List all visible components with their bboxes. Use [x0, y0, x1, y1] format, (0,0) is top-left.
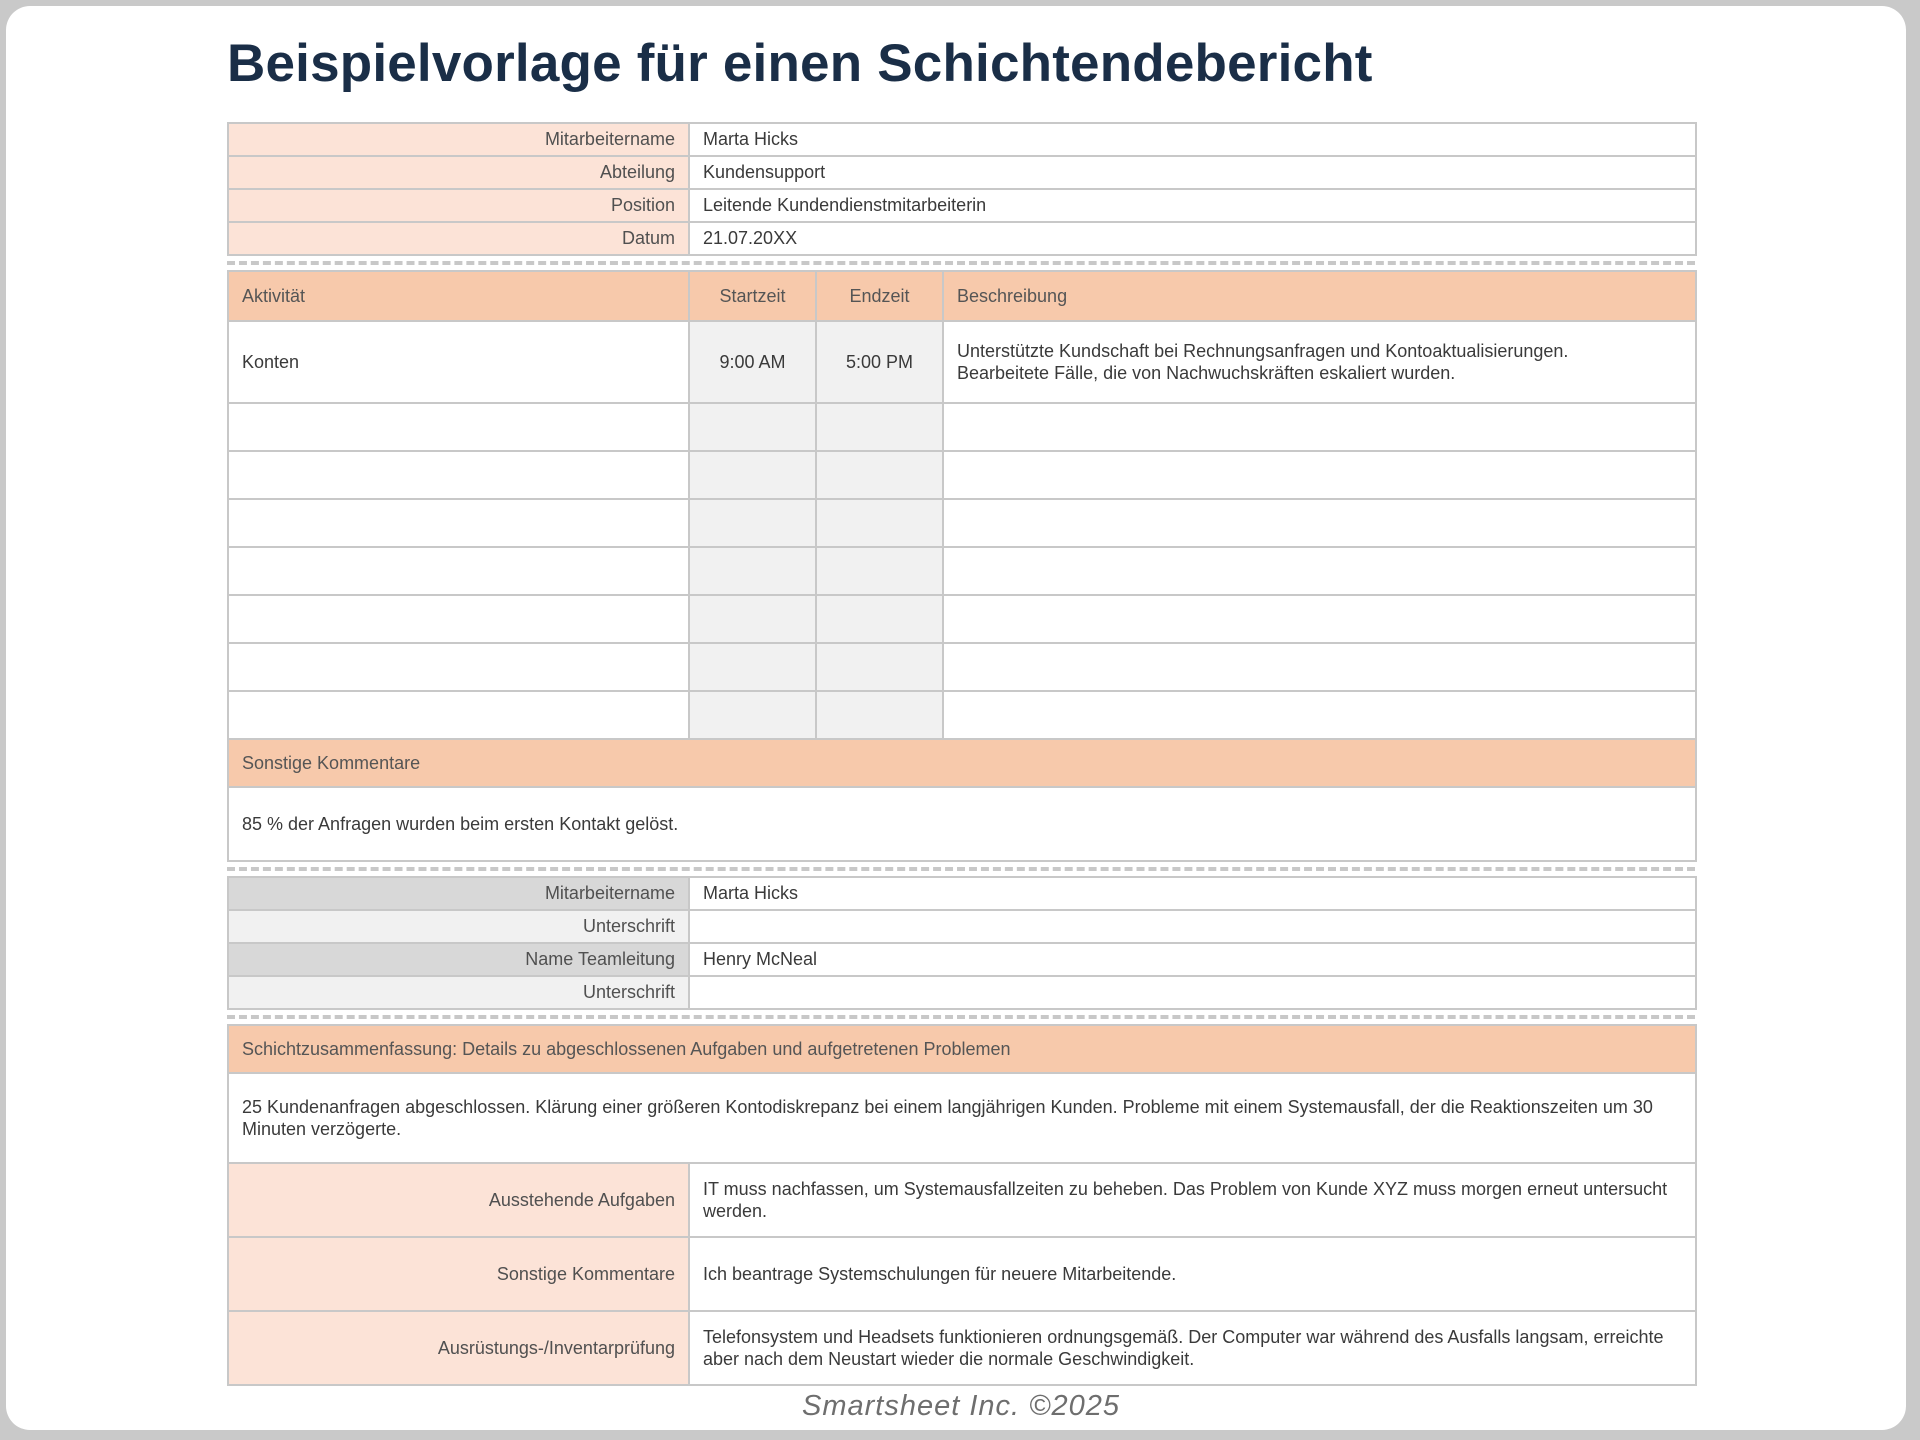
comments-text[interactable]: 85 % der Anfragen wurden beim ersten Kontakt gelöst.	[228, 787, 1696, 861]
start-time-cell[interactable]: 9:00 AM	[689, 321, 816, 403]
team-lead-signature-field[interactable]	[689, 976, 1696, 1009]
position-value[interactable]: Leitende Kundendienstmitarbeiterin	[689, 189, 1696, 222]
end-time-cell[interactable]: 5:00 PM	[816, 321, 943, 403]
table-row	[228, 123, 1696, 156]
start-time-cell[interactable]	[689, 547, 816, 595]
table-row	[228, 189, 1696, 222]
comments-heading: Sonstige Kommentare	[228, 739, 1696, 787]
description-cell[interactable]	[943, 499, 1696, 547]
activity-header-row	[228, 271, 1696, 321]
team-lead-name-value[interactable]: Henry McNeal	[689, 943, 1696, 976]
date-value[interactable]: 21.07.20XX	[689, 222, 1696, 255]
description-cell[interactable]	[943, 691, 1696, 739]
description-column-header: Beschreibung	[943, 271, 1696, 321]
dashed-divider	[227, 1010, 1695, 1024]
sign-employee-name-label: Mitarbeitername	[228, 877, 689, 910]
employee-signature-field[interactable]	[689, 910, 1696, 943]
start-time-cell[interactable]	[689, 691, 816, 739]
start-time-cell[interactable]	[689, 403, 816, 451]
comments-header-row	[228, 739, 1696, 787]
table-row	[228, 910, 1696, 943]
description-line: Bearbeitete Fälle, die von Nachwuchskräften eskaliert wurden.	[957, 363, 1456, 383]
document	[227, 6, 1695, 1423]
summary-body-row	[228, 1073, 1696, 1163]
activity-cell[interactable]	[228, 451, 689, 499]
date-label: Datum	[228, 222, 689, 255]
start-time-cell[interactable]	[689, 643, 816, 691]
end-time-cell[interactable]	[816, 451, 943, 499]
employee-name-value[interactable]: Marta Hicks	[689, 123, 1696, 156]
table-row	[228, 877, 1696, 910]
table-row	[228, 156, 1696, 189]
description-cell[interactable]	[943, 321, 1696, 403]
start-time-cell[interactable]	[689, 451, 816, 499]
position-label: Position	[228, 189, 689, 222]
department-label: Abteilung	[228, 156, 689, 189]
other-comments-value[interactable]: Ich beantrage Systemschulungen für neuere Mitarbeitende.	[689, 1237, 1696, 1311]
comments-body-row	[228, 787, 1696, 861]
description-cell[interactable]	[943, 451, 1696, 499]
summary-text[interactable]: 25 Kundenanfragen abgeschlossen. Klärung einer größeren Kontodiskrepanz bei einem langjährigen Kunden. Probleme mit einem Systemausfall, der die Reaktionszeiten um 30 Minuten verzögerte.	[228, 1073, 1696, 1163]
description-cell[interactable]	[943, 547, 1696, 595]
table-row	[228, 1163, 1696, 1237]
description-cell[interactable]	[943, 595, 1696, 643]
end-time-cell[interactable]	[816, 595, 943, 643]
table-row	[228, 1237, 1696, 1311]
table-row	[228, 499, 1696, 547]
activity-cell[interactable]	[228, 595, 689, 643]
summary-header-row	[228, 1025, 1696, 1073]
summary-heading: Schichtzusammenfassung: Details zu abgeschlossenen Aufgaben und aufgetretenen Problemen	[228, 1025, 1696, 1073]
table-row	[228, 943, 1696, 976]
employee-info-table	[227, 122, 1697, 256]
activity-cell[interactable]	[228, 547, 689, 595]
start-time-cell[interactable]	[689, 499, 816, 547]
table-row	[228, 691, 1696, 739]
team-lead-signature-label: Unterschrift	[228, 976, 689, 1009]
employee-signature-label: Unterschrift	[228, 910, 689, 943]
end-time-cell[interactable]	[816, 691, 943, 739]
end-time-column-header: Endzeit	[816, 271, 943, 321]
activity-table	[227, 270, 1697, 862]
table-row	[228, 451, 1696, 499]
activity-cell[interactable]	[228, 691, 689, 739]
footer-copyright: Smartsheet Inc. ©2025	[801, 1390, 1121, 1422]
table-row	[228, 403, 1696, 451]
description-line: Unterstützte Kundschaft bei Rechnungsanfragen und Kontoaktualisierungen.	[957, 341, 1569, 361]
page-title: Beispielvorlage für einen Schichtendebericht	[227, 34, 1373, 93]
table-row	[228, 976, 1696, 1009]
end-time-cell[interactable]	[816, 403, 943, 451]
employee-name-label: Mitarbeitername	[228, 123, 689, 156]
pending-tasks-label: Ausstehende Aufgaben	[228, 1163, 689, 1237]
table-row	[228, 1311, 1696, 1385]
activity-cell[interactable]: Konten	[228, 321, 689, 403]
equipment-check-label: Ausrüstungs-/Inventarprüfung	[228, 1311, 689, 1385]
team-lead-name-label: Name Teamleitung	[228, 943, 689, 976]
page-frame	[6, 6, 1906, 1430]
activity-cell[interactable]	[228, 403, 689, 451]
activity-column-header: Aktivität	[228, 271, 689, 321]
table-row	[228, 222, 1696, 255]
start-time-cell[interactable]	[689, 595, 816, 643]
table-row	[228, 643, 1696, 691]
end-time-cell[interactable]	[816, 643, 943, 691]
end-time-cell[interactable]	[816, 547, 943, 595]
pending-tasks-value[interactable]: IT muss nachfassen, um Systemausfallzeiten zu beheben. Das Problem von Kunde XYZ muss morgen erneut untersucht werden.	[689, 1163, 1696, 1237]
activity-cell[interactable]	[228, 499, 689, 547]
start-time-column-header: Startzeit	[689, 271, 816, 321]
department-value[interactable]: Kundensupport	[689, 156, 1696, 189]
equipment-check-value[interactable]: Telefonsystem und Headsets funktionieren ordnungsgemäß. Der Computer war während des Ausfalls langsam, erreichte aber nach dem Neustart wieder die normale Geschwindigkeit.	[689, 1311, 1696, 1385]
shift-summary-table	[227, 1024, 1697, 1386]
dashed-divider	[227, 862, 1695, 876]
description-cell[interactable]	[943, 643, 1696, 691]
dashed-divider	[227, 256, 1695, 270]
table-row	[228, 547, 1696, 595]
table-row	[228, 321, 1696, 403]
description-cell[interactable]	[943, 403, 1696, 451]
activity-cell[interactable]	[228, 643, 689, 691]
signature-table	[227, 876, 1697, 1010]
sign-employee-name-value[interactable]: Marta Hicks	[689, 877, 1696, 910]
end-time-cell[interactable]	[816, 499, 943, 547]
other-comments-label: Sonstige Kommentare	[228, 1237, 689, 1311]
table-row	[228, 595, 1696, 643]
